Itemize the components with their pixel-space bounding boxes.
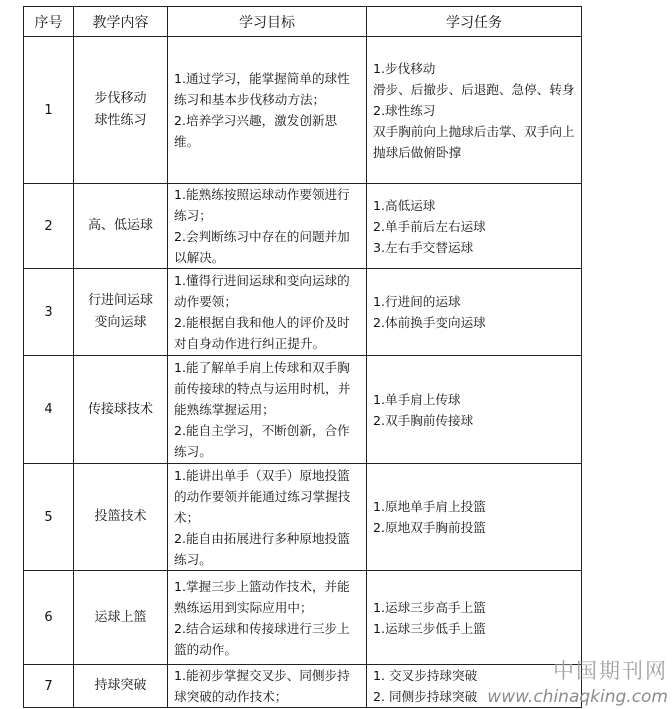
learning-task-item: 2. 同侧步持球突破 (373, 689, 478, 704)
teaching-content-cell (74, 571, 168, 665)
learning-task-item: 1.原地单手肩上投篮 (373, 499, 486, 514)
learning-tasks-cell (367, 269, 582, 356)
learning-goals-cell (168, 571, 367, 665)
learning-task-item: 1.运球三步高手上篮 (373, 599, 486, 615)
teaching-content-cell (74, 665, 168, 708)
learning-goals-cell (168, 665, 367, 708)
header-content: 教学内容 (74, 7, 168, 37)
row-number: 1 (24, 37, 74, 184)
header-number: 序号 (24, 7, 74, 37)
watermark-url: www.chinaqking.com (487, 687, 668, 707)
learning-task-item: 双手胸前向上抛球后击掌、双手向上抛球后做俯卧撑 (373, 123, 575, 160)
teaching-content-line: 运球上篮 (94, 609, 147, 625)
learning-goal-item: 2.结合运球和传接球进行三步上篮的动作。 (174, 620, 350, 657)
learning-goal-item: 2.会判断练习中存在的问题并加以解决。 (174, 229, 350, 265)
learning-goal-item: 1.能初步掌握交叉步、同侧步持球突破的动作技术； (174, 668, 350, 704)
learning-task-item: 1.单手肩上传球 (373, 391, 461, 407)
learning-task-item: 1.步伐移动 (373, 60, 436, 76)
header-goals: 学习目标 (168, 7, 367, 37)
teaching-content-line: 行进间运球 (87, 293, 153, 308)
row-number: 3 (24, 269, 74, 356)
row-number: 6 (24, 571, 74, 665)
table-row (24, 184, 582, 269)
table-row (24, 464, 582, 571)
teaching-content-cell (74, 37, 168, 184)
teaching-content-cell (74, 269, 168, 356)
watermark (487, 655, 668, 707)
learning-goal-item: 1.懂得行进间运球和变向运球的动作要领； (174, 273, 350, 309)
learning-goals-cell (168, 356, 367, 464)
learning-goal-item: 1.能熟练按照运球动作要领进行练习； (174, 187, 350, 223)
teaching-content-line: 变向运球 (94, 315, 147, 330)
learning-tasks-cell (367, 464, 582, 571)
teaching-content-cell (74, 184, 168, 269)
teaching-content-line: 高、低运球 (87, 218, 153, 233)
learning-task-item: 2.单手前后左右运球 (373, 218, 486, 234)
table-row (24, 356, 582, 464)
learning-task-item: 1.运球三步低手上篮 (373, 620, 486, 636)
teaching-content-line: 球性练习 (94, 113, 147, 128)
table-row (24, 571, 582, 665)
table-header-row (24, 7, 582, 37)
learning-goal-item: 2.能根据自我和他人的评价及时对自身动作进行纠正提升。 (174, 315, 350, 351)
learning-tasks-cell (367, 184, 582, 269)
row-number: 5 (24, 464, 74, 571)
learning-tasks-cell (367, 37, 582, 184)
header-tasks: 学习任务 (367, 7, 582, 37)
learning-task-item: 3.左右手交替运球 (373, 239, 474, 255)
table-row (24, 269, 582, 356)
learning-goal-item: 1.能了解单手肩上传球和双手胸前传接球的特点与运用时机，并能熟练掌握运用； (174, 360, 351, 417)
learning-goal-item: 1.能讲出单手（双手）原地投篮的动作要领并能通过练习掌握技术； (174, 467, 351, 525)
learning-task-item: 2.原地双手胸前投篮 (373, 520, 486, 535)
row-number: 4 (24, 356, 74, 464)
learning-tasks-cell (367, 356, 582, 464)
learning-task-item: 1. 交叉步持球突破 (373, 668, 478, 683)
learning-task-item: 2.体前换手变向运球 (373, 315, 486, 330)
learning-task-item: 1.高低运球 (373, 197, 436, 213)
watermark-site-name: 中国期刊网 (553, 659, 668, 683)
learning-task-item: 1.行进间的运球 (373, 294, 461, 309)
learning-goals-cell (168, 269, 367, 356)
row-number: 2 (24, 184, 74, 269)
teaching-content-line: 持球突破 (94, 678, 147, 693)
teaching-plan-table (23, 6, 582, 708)
table-row (24, 37, 582, 184)
learning-tasks-cell (367, 571, 582, 665)
learning-task-item: 2.双手胸前传接球 (373, 412, 474, 428)
teaching-content-cell (74, 356, 168, 464)
learning-goal-item: 2.能自主学习，不断创新，合作练习。 (174, 423, 350, 459)
teaching-content-line: 投篮技术 (94, 509, 147, 524)
learning-goal-item: 2.能自由拓展进行多种原地投篮练习。 (174, 530, 350, 567)
table-bottom-border (23, 707, 581, 708)
teaching-content-line: 步伐移动 (94, 91, 147, 106)
learning-goal-item: 2.培养学习兴趣，激发创新思维。 (174, 113, 338, 149)
learning-goals-cell (168, 184, 367, 269)
learning-task-item: 滑步、后撤步、后退跑、急停、转身 (373, 81, 575, 97)
learning-goal-item: 1.通过学习，能掌握简单的球性练习和基本步伐移动方法； (174, 71, 350, 107)
row-number: 7 (24, 665, 74, 708)
learning-goals-cell (168, 464, 367, 571)
learning-goal-item: 1.掌握三步上篮动作技术，并能熟练运用到实际应用中； (174, 578, 350, 615)
teaching-content-line: 传接球技术 (87, 401, 153, 417)
table-body (24, 37, 582, 708)
learning-task-item: 2.球性练习 (373, 102, 436, 118)
teaching-content-cell (74, 464, 168, 571)
learning-goals-cell (168, 37, 367, 184)
